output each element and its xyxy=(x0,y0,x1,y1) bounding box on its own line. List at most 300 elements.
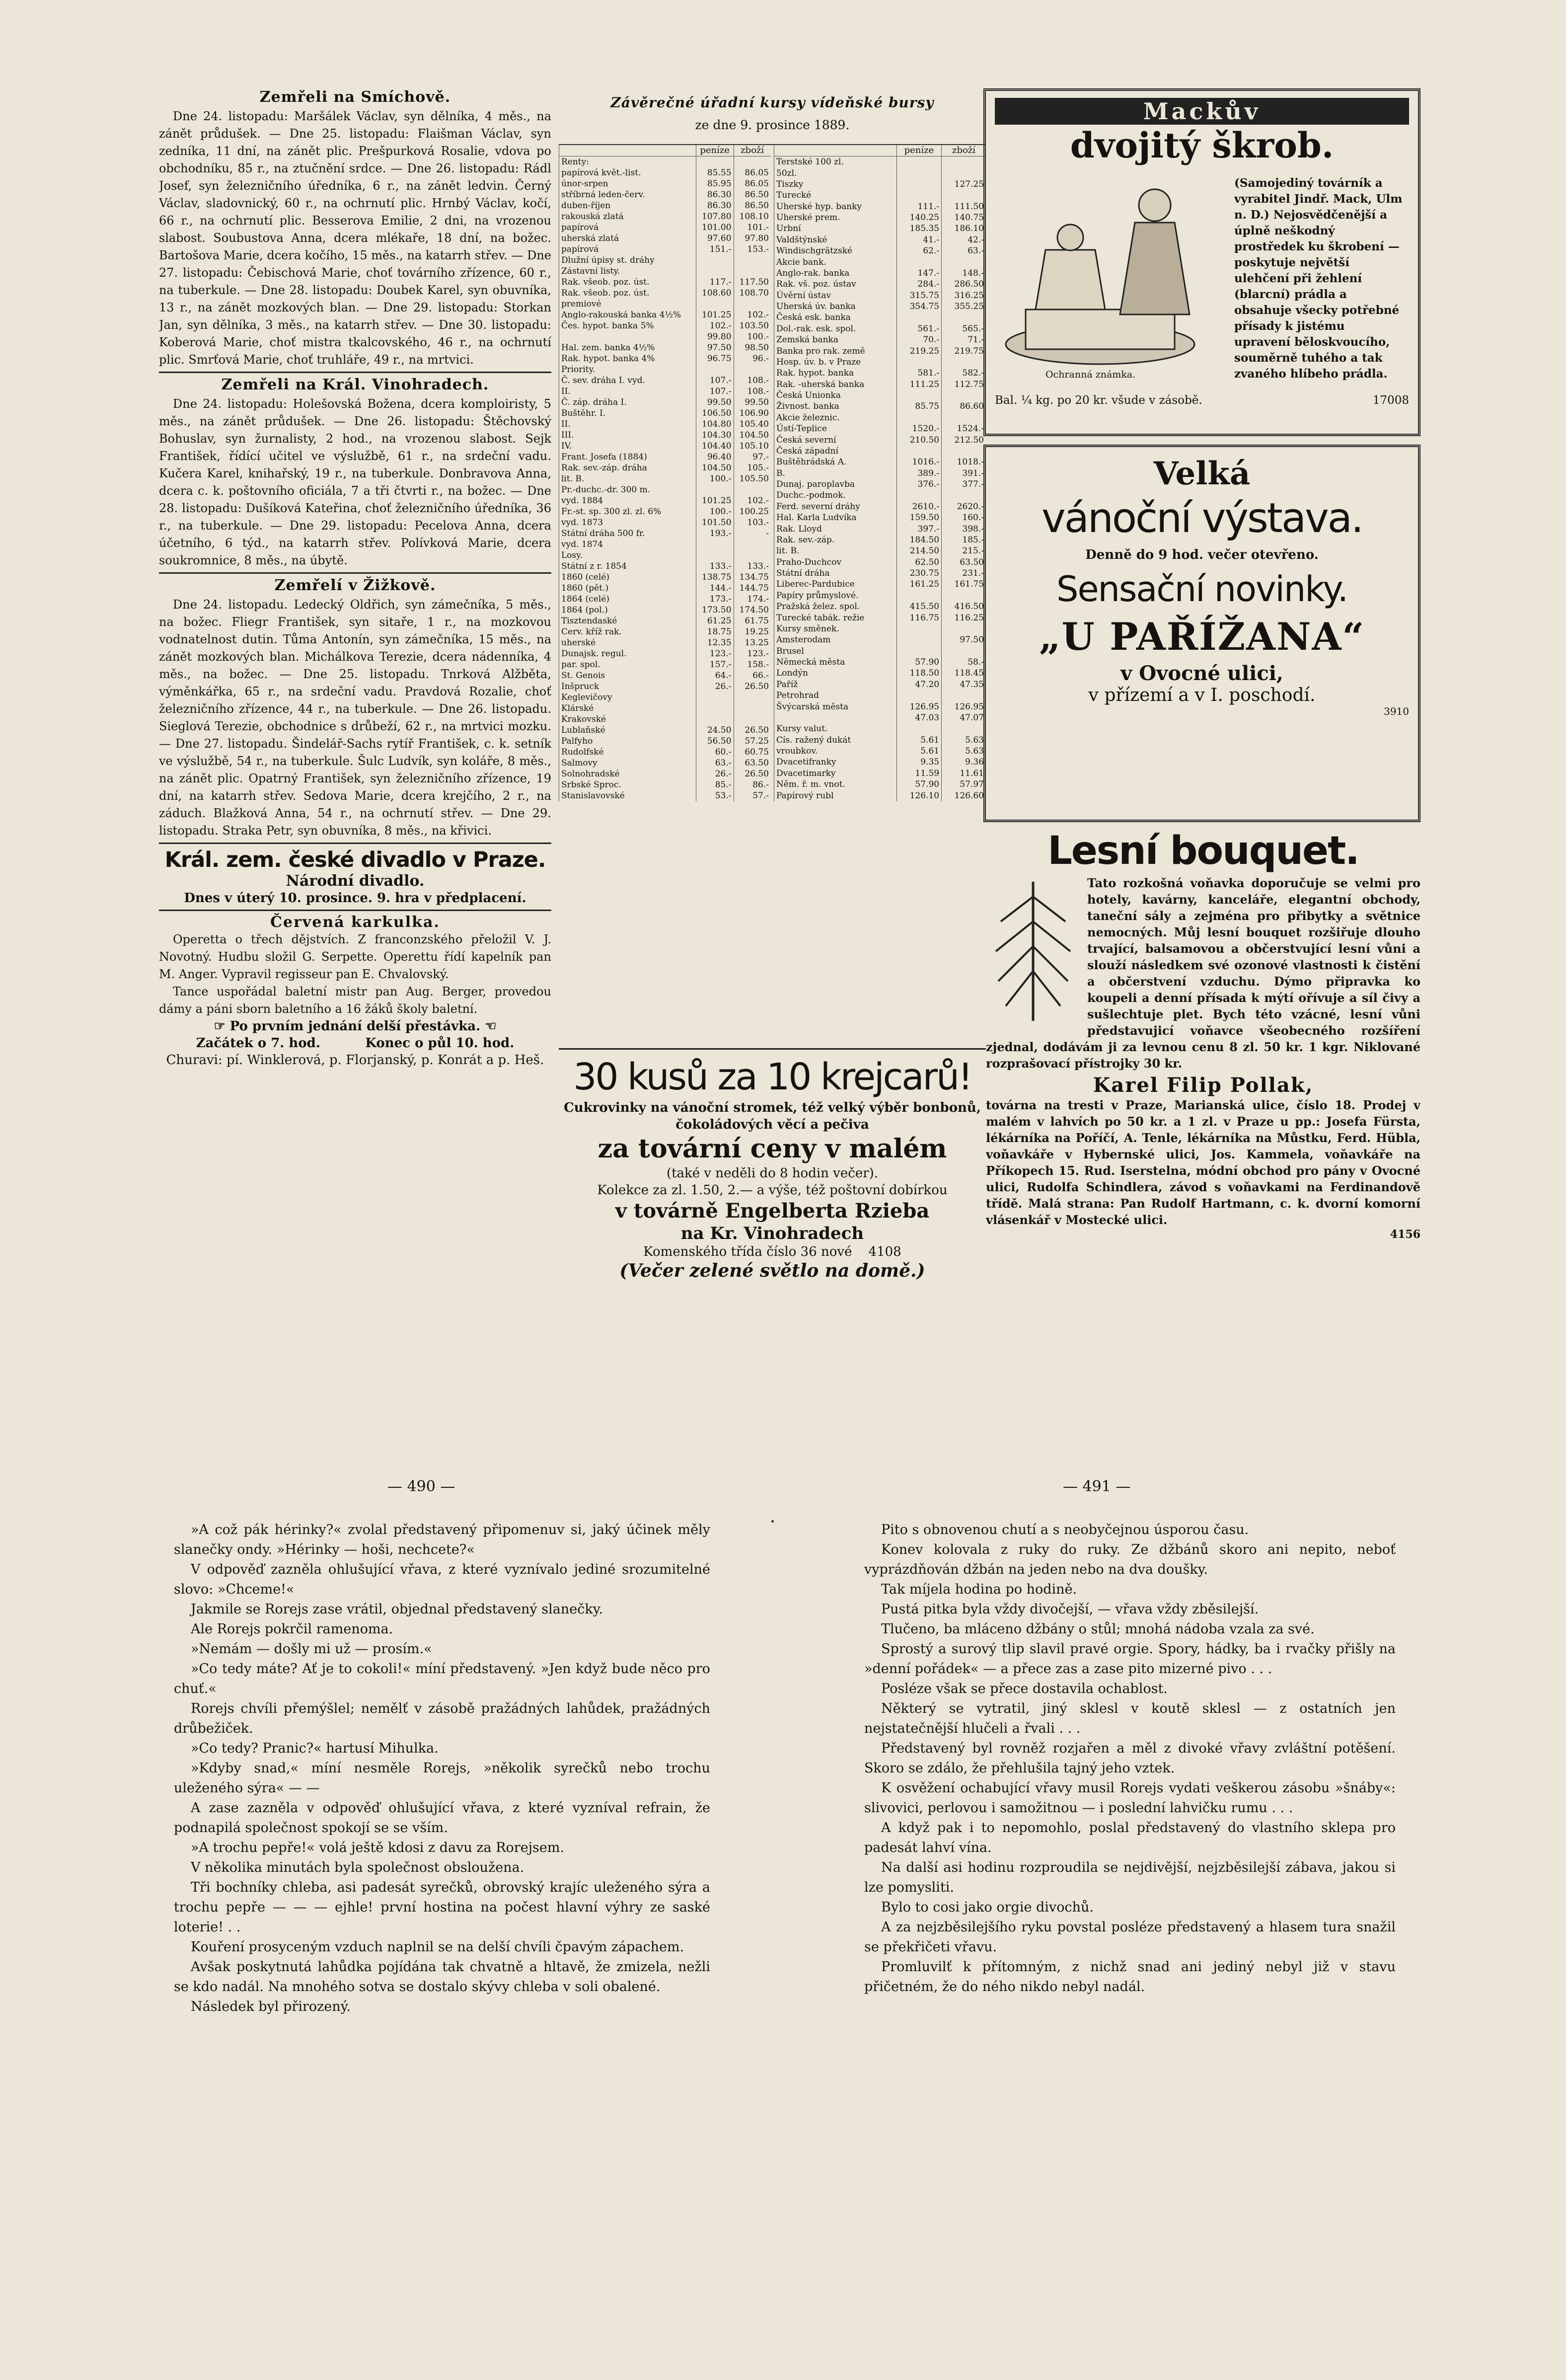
money-price: 354.75 xyxy=(896,301,941,312)
money-price: 100.- xyxy=(696,506,734,517)
goods-price: 123.- xyxy=(734,648,771,659)
table-row xyxy=(559,320,771,331)
money-price: 96.40 xyxy=(696,452,734,462)
table-row xyxy=(559,167,771,178)
goods-price: 103.- xyxy=(734,517,771,528)
parizan-number: 3910 xyxy=(1384,705,1409,717)
pollak-text: továrna na tresti v Praze, Marianská ulice, číslo 18. Prodej v malém v lahvích po 50 kr. a 1 zl. v Praze u pp.: Josefa Fürsta, lékárníka na Poříčí, A. Tenle, lékárníka na Můstku, Ferd. Hübla, voňavkáře v Hybernské ulici, Jos. Kammela, voňavkáře na Příkopech 15. Rud. Iserstelna, módní obchod pro pány v Ovocné ulici, Rudolfa Schindlera, závod s voňavkami na Ferdinandově třídě. Malá strana: Pan Rudolf Hartmann, c. k. dvorní komorní vlásenkář v Mostecké ulici. xyxy=(986,1098,1420,1227)
table-row xyxy=(559,681,771,692)
bouquet-title: Lesní bouquet. xyxy=(1047,829,1359,873)
security-name: Ferd. severní dráhy xyxy=(774,501,897,512)
money-price: 104.30 xyxy=(696,430,734,441)
goods-price: 377.- xyxy=(942,479,986,490)
table-row xyxy=(559,747,771,758)
security-name: Anglo-rakouská banka 4½% xyxy=(559,309,696,320)
security-name: Srbské Sproc. xyxy=(559,779,696,790)
security-name: Akcie bank. xyxy=(774,256,897,267)
money-price xyxy=(696,714,734,725)
goods-price: 100.- xyxy=(734,331,771,342)
money-price: 140.25 xyxy=(896,212,941,223)
money-price: 214.50 xyxy=(896,545,941,556)
goods-price: 117.50 xyxy=(734,277,771,288)
security-name: III. xyxy=(559,430,696,441)
money-price: 47.03 xyxy=(896,712,941,723)
goods-price xyxy=(734,550,771,561)
goods-price xyxy=(942,490,986,501)
security-name: Rak. hypot. banka xyxy=(774,368,897,379)
security-name: Amsterodam xyxy=(774,634,897,645)
money-price xyxy=(896,623,941,634)
table-row xyxy=(774,757,986,768)
security-name: Kursy valut. xyxy=(774,723,897,734)
story-paragraph: »A což pák hérinky?« zvolal představený připomenuv si, jaký účinek měly slanečky ondy. »Hérinky — hoši, nechcete?« xyxy=(174,1522,710,1557)
table-row xyxy=(559,342,771,353)
goods-price: 116.25 xyxy=(942,612,986,623)
money-price: 64.- xyxy=(696,670,734,681)
table-row xyxy=(774,357,986,368)
table-row xyxy=(559,768,771,779)
ad-forest-bouquet xyxy=(986,827,1420,1294)
ad-confectionery xyxy=(559,1048,986,1281)
money-price: 56.50 xyxy=(696,736,734,747)
vystava: vánoční výstava. xyxy=(1042,495,1362,542)
security-name: Česká severní xyxy=(774,434,897,445)
goods-price xyxy=(942,357,986,368)
money-price xyxy=(696,364,734,375)
security-name: Rak. sev.-záp. dráha xyxy=(559,462,696,473)
table-row xyxy=(774,646,986,657)
divider xyxy=(159,572,551,574)
security-name: Česká Unionka xyxy=(774,390,897,401)
security-name: Dvacetifranky xyxy=(774,757,897,768)
goods-price: 101.- xyxy=(734,222,771,233)
money-price: 2610.- xyxy=(896,501,941,512)
table-row xyxy=(559,397,771,408)
bourse-table-right xyxy=(774,145,986,801)
goods-price xyxy=(942,190,986,201)
security-name: Inšpruck xyxy=(559,681,696,692)
table-row xyxy=(774,379,986,390)
security-name: B. xyxy=(774,468,897,479)
table-row xyxy=(774,545,986,556)
security-name: Buštěhrádská A. xyxy=(774,457,897,467)
story-paragraph: »Kdyby snad,« míní nesměle Rorejs, »několik syrečků nebo trochu uleženého sýra« — — xyxy=(174,1761,710,1796)
goods-price: 102.- xyxy=(734,309,771,320)
security-name: uherské xyxy=(559,637,696,648)
goods-price xyxy=(942,623,986,634)
table-row xyxy=(559,200,771,211)
table-row xyxy=(559,517,771,528)
goods-price: 97.80 xyxy=(734,233,771,244)
money-price xyxy=(896,646,941,657)
security-name: 1860 (pět.) xyxy=(559,583,696,594)
story-paragraph: Avšak poskytnutá lahůdka pojídána tak chvatně a hltavě, že zmizela, nežli se kdo nadál. Na mnohého sotva se dostalo skývy chleba v soli obalené. xyxy=(174,1959,710,1995)
table-row xyxy=(774,634,986,645)
goods-price xyxy=(734,364,771,375)
goods-price: 108.- xyxy=(734,375,771,386)
goods-price: 57.- xyxy=(734,790,771,801)
goods-price xyxy=(734,703,771,714)
goods-price: 102.- xyxy=(734,495,771,506)
money-price xyxy=(696,255,734,266)
table-row xyxy=(774,446,986,457)
vinohrady-text: Dne 24. listopadu: Holešovská Božena, dcera komploiristy, 5 měs., na zánět průdušek. — Dne 26. listopadu: Štěchovský Bohuslav, syn žurnalisty, 2 hod., na vrozenou slabost. Sejk František, řídící učitel ve výslužbě, 61 r., na srdeční vadu. Kučera Karel, knihařský, 19 r., na tuberkule. Donbravova Anna, dcera c. k. poštovního oficiála, 7 a tři čtvrti r., na božec. — Dne 28. listopadu: Dušíková Kateřina, choť železničního úředníka, 36 r., na tuberkule. — Dne 29. listopadu: Pecelova Anna, dcera účetního, 6 týd., na katarrh střev. Polívková Marie, dcera soukromnice, 8 měs., na úbytě. xyxy=(159,397,551,567)
table-row xyxy=(559,386,771,397)
table-row xyxy=(774,679,986,690)
table-header-money: peníze xyxy=(896,145,941,156)
money-price: 18.75 xyxy=(696,626,734,637)
goods-price: 11.61 xyxy=(942,768,986,779)
security-name: Papírový rubl xyxy=(774,790,897,801)
table-row xyxy=(774,201,986,212)
table-row xyxy=(559,528,771,539)
money-price xyxy=(696,550,734,561)
goods-price: 97.50 xyxy=(942,634,986,645)
security-name: vyd. 1874 xyxy=(559,539,696,550)
security-name: Anglo-rak. banka xyxy=(774,268,897,279)
money-price: 376.- xyxy=(896,479,941,490)
money-price: 101.00 xyxy=(696,222,734,233)
goods-price xyxy=(734,299,771,309)
money-price: 193.- xyxy=(696,528,734,539)
security-name: Ústí-Teplice xyxy=(774,423,897,434)
table-row xyxy=(774,279,986,290)
goods-price: 105.40 xyxy=(734,419,771,430)
security-name: papírová xyxy=(559,244,696,255)
security-name: Klárské xyxy=(559,703,696,714)
table-row xyxy=(774,768,986,779)
goods-price: 86.60 xyxy=(942,401,986,412)
table-row xyxy=(559,495,771,506)
table-row xyxy=(559,462,771,473)
ad30-street-text: Komenského třída číslo 36 nové xyxy=(643,1244,852,1259)
security-name: Buštěhr. I. xyxy=(559,408,696,419)
ovocna-ulice: v Ovocné ulici, xyxy=(1120,662,1283,685)
money-price xyxy=(896,634,941,645)
money-price: 85.75 xyxy=(896,401,941,412)
money-price: 133.- xyxy=(696,561,734,572)
money-price xyxy=(896,446,941,457)
table-row xyxy=(774,557,986,568)
security-name: Rudolfské xyxy=(559,747,696,758)
goods-price: 174.50 xyxy=(734,605,771,615)
open-hours: Denně do 9 hod. večer otevřeno. xyxy=(1085,547,1319,562)
table-row xyxy=(559,670,771,681)
table-row xyxy=(559,266,771,277)
table-row xyxy=(559,736,771,747)
table-header-goods: zboží xyxy=(734,145,771,156)
goods-price: 215.- xyxy=(942,545,986,556)
mack-title: dvojitý škrob. xyxy=(1070,125,1334,166)
security-name: 1864 (celé) xyxy=(559,594,696,605)
security-name: Kursy směnek. xyxy=(774,623,897,634)
bourse-date: ze dne 9. prosince 1889. xyxy=(695,118,850,132)
security-name: Paříž xyxy=(774,679,897,690)
story-paragraph: Posléze však se přece dostavila ochablost. xyxy=(881,1681,1168,1696)
money-price: 86.30 xyxy=(696,200,734,211)
theatre-description: Operetta o třech dějstvích. Z franconzského přeložil V. J. Novotný. Hudbu složil G. Serpette. Operettu řídí kapelník pan M. Anger. Vypravil regisseur pan E. Chvalovský. xyxy=(159,932,551,981)
table-row xyxy=(774,568,986,579)
security-name: Rak. Lloyd xyxy=(774,523,897,534)
goods-price: 144.75 xyxy=(734,583,771,594)
money-price: 9.35 xyxy=(896,757,941,768)
table-row xyxy=(559,189,771,200)
goods-price: 47.35 xyxy=(942,679,986,690)
goods-price: 212.50 xyxy=(942,434,986,445)
money-price: 99.50 xyxy=(696,397,734,408)
money-price: 61.25 xyxy=(696,615,734,626)
money-price: 581.- xyxy=(896,368,941,379)
table-row xyxy=(559,288,771,299)
security-name: 1860 (celé) xyxy=(559,572,696,583)
table-row xyxy=(559,692,771,703)
security-name: Česká západní xyxy=(774,446,897,457)
story-paragraph: A za nejzběsilejšího ryku povstal posléze představený a hlasem tura snažil se překřičeti vřavu. xyxy=(864,1919,1396,1955)
money-price: 123.- xyxy=(696,648,734,659)
goods-price: 161.75 xyxy=(942,579,986,590)
center-dot xyxy=(771,1520,774,1523)
goods-price: 174.- xyxy=(734,594,771,605)
money-price: 107.- xyxy=(696,386,734,397)
page-number-left: — 490 — xyxy=(387,1478,455,1495)
goods-price: 108.10 xyxy=(734,211,771,222)
money-price: 12.35 xyxy=(696,637,734,648)
table-row xyxy=(559,222,771,233)
novinky: Sensační novinky. xyxy=(1056,569,1347,610)
security-name: Frant. Josefa (1884) xyxy=(559,452,696,462)
goods-price: 105.10 xyxy=(734,441,771,452)
table-row xyxy=(774,612,986,623)
goods-price: 134.75 xyxy=(734,572,771,583)
security-name xyxy=(774,712,897,723)
security-name: Čes. hypot. banka 5% xyxy=(559,320,696,331)
table-row xyxy=(774,256,986,267)
table-row xyxy=(559,572,771,583)
security-name: Tiszky xyxy=(774,179,897,190)
goods-price xyxy=(734,156,771,168)
mack-side-text: (Samojediný továrník a vyrabitel Jindř. Mack, Ulm n. D.) Nejosvědčenější a úplně neškodný prostředek ku škrobení — poskytuje největší ulehčení při žehlení (blarcní) prádla a obsahuje všecky potřebné přísady k jistému upravení běloskvoucího, souměrně tuhého a tak zvaného hlíbeho prádla. xyxy=(1234,176,1403,381)
goods-price xyxy=(942,412,986,423)
goods-price: 416.50 xyxy=(942,601,986,612)
goods-price: 86.05 xyxy=(734,167,771,178)
table-row xyxy=(559,452,771,462)
security-name: vroubkov. xyxy=(774,746,897,757)
goods-price xyxy=(942,690,986,701)
table-row xyxy=(774,368,986,379)
goods-price: 158.- xyxy=(734,659,771,670)
security-name: par. spol. xyxy=(559,659,696,670)
security-name: Krakovské xyxy=(559,714,696,725)
goods-price: 105.- xyxy=(734,462,771,473)
security-name: Rak. hypot. banka 4% xyxy=(559,353,696,364)
ad30-footer: (Večer zelené světlo na domě.) xyxy=(619,1260,925,1281)
money-price: 86.30 xyxy=(696,189,734,200)
story-paragraph: Rorejs chvíli přemýšlel; nemělť v zásobě pražádných lahůdek, pražádných drůbežiček. xyxy=(174,1701,710,1736)
goods-price: 26.50 xyxy=(734,768,771,779)
goods-price: 126.60 xyxy=(942,790,986,801)
money-price: 104.40 xyxy=(696,441,734,452)
security-name: Lublaňské xyxy=(559,725,696,736)
zizkov-text: Dne 24. listopadu. Ledecký Oldřich, syn zámečníka, 5 měs., na božec. Fliegr František, syn sitaře, 1 r., na mozkovou vodnatelnost dutin. Tůma Antonín, syn zámečníka, 15 měs., na zánět mozkových blan. Michálkova Terezie, dcera nádenníka, 4 měs., na božec. — Dne 25. listopadu. Tnrková Alžběta, výměnkářka, 65 r., na srdeční vadu. Pravdová Rozalie, choť železničního zřízence, 44 r., na tuberkule. — Dne 26. listopadu. Sieglová Terezie, obchodnice s drůbeží, 62 r., na mrtvici mozku. — Dne 27. listopadu. Šindelář-Sachs rytíř František, c. k. setník ve výslužbě, 54 r., na tuberkule. Šulc Ludvík, syn koláře, 8 měs., na zánět plic. Opatrný František, syn železničního zřízence, 19 dní, na katarrh střev. Sedova Marie, dcera krejčího, 2 r., na záduch. Blažková Anna, 54 r., na ochrnutí střev. — Dne 29. listopadu. Straka Petr, syn obuvníka, 8 měs., na křivici. xyxy=(159,598,551,838)
table-header-blank xyxy=(559,145,696,156)
goods-price: 5.63 xyxy=(942,746,986,757)
story-paragraph: Následek byl přirozený. xyxy=(191,1999,351,2014)
money-price: 161.25 xyxy=(896,579,941,590)
table-row xyxy=(774,312,986,323)
money-price xyxy=(896,179,941,190)
ad30-factory: v továrně Engelberta Rzieba xyxy=(615,1199,930,1223)
goods-price xyxy=(734,255,771,266)
money-price: 70.- xyxy=(896,334,941,345)
table-row xyxy=(774,290,986,301)
security-name: Rak. všeob. poz. úst. xyxy=(559,288,696,299)
table-row xyxy=(559,583,771,594)
money-price: 144.- xyxy=(696,583,734,594)
story-paragraph: »Co tedy? Pranic?« hartusí Mihulka. xyxy=(191,1741,439,1756)
security-name: Rak. vš. poz. ústav xyxy=(774,279,897,290)
table-row xyxy=(774,401,986,412)
goods-price xyxy=(942,590,986,601)
goods-price: 103.50 xyxy=(734,320,771,331)
money-price: 219.25 xyxy=(896,345,941,356)
table-row xyxy=(559,277,771,288)
money-price xyxy=(696,299,734,309)
goods-price xyxy=(734,692,771,703)
table-row xyxy=(559,539,771,550)
bourse-table-left xyxy=(559,145,771,801)
security-name: Dlužní úpisy st. dráhy xyxy=(559,255,696,266)
goods-price: 108.70 xyxy=(734,288,771,299)
goods-price xyxy=(942,156,986,168)
table-row xyxy=(774,479,986,490)
goods-price: 99.50 xyxy=(734,397,771,408)
story-paragraph: Tlučeno, ba mláceno džbány o stůl; mnohá nádoba vzala za své. xyxy=(881,1621,1315,1637)
goods-price: 1524.- xyxy=(942,423,986,434)
theatre-date: Dnes v úterý 10. prosince. 9. hra v předplacení. xyxy=(184,891,526,906)
table-row xyxy=(559,255,771,266)
table-row xyxy=(559,659,771,670)
security-name: Č. záp. dráha I. xyxy=(559,397,696,408)
table-row xyxy=(774,723,986,734)
money-price: 97.50 xyxy=(696,342,734,353)
money-price: 85.- xyxy=(696,779,734,790)
table-row xyxy=(774,701,986,712)
security-name: Hosp. úv. b. v Praze xyxy=(774,357,897,368)
money-price: 173.- xyxy=(696,594,734,605)
security-name: Něm. ř. m. vnot. xyxy=(774,779,897,790)
security-name: IV. xyxy=(559,441,696,452)
table-row xyxy=(774,601,986,612)
security-name: Windischgrätzské xyxy=(774,245,897,256)
laundry-woman-icon xyxy=(996,175,1229,369)
money-price xyxy=(896,390,941,401)
table-row xyxy=(559,626,771,637)
table-row xyxy=(774,179,986,190)
table-row xyxy=(559,473,771,484)
goods-price: 316.25 xyxy=(942,290,986,301)
security-name: Hal. Karla Ludvíka xyxy=(774,512,897,523)
column-bourse xyxy=(559,94,986,1297)
table-row xyxy=(774,334,986,345)
table-row xyxy=(774,234,986,245)
money-price: 85.95 xyxy=(696,178,734,189)
security-name: Č. sev. dráha I. vyd. xyxy=(559,375,696,386)
money-price: 100.- xyxy=(696,473,734,484)
theatre-subtitle: Národní divadlo. xyxy=(286,872,425,890)
table-row xyxy=(559,703,771,714)
mack-price-text: Bal. ¼ kg. po 20 kr. všude v zásobě. xyxy=(995,394,1202,407)
table-row xyxy=(774,434,986,445)
table-row xyxy=(559,648,771,659)
table-row xyxy=(774,535,986,545)
security-name: Česká esk. banka xyxy=(774,312,897,323)
money-price: 63.- xyxy=(696,758,734,768)
velka: Velká xyxy=(1153,455,1251,492)
money-price: 104.50 xyxy=(696,462,734,473)
security-name: Rak. sev.-záp. xyxy=(774,535,897,545)
money-price: 101.50 xyxy=(696,517,734,528)
security-name: únor-srpen xyxy=(559,178,696,189)
security-name: papírová květ.-list. xyxy=(559,167,696,178)
table-row xyxy=(559,244,771,255)
ad30-mail: Kolekce za zl. 1.50, 2.— a výše, též poštovní dobírkou xyxy=(597,1183,948,1198)
money-price: 185.35 xyxy=(896,223,941,234)
security-name: Státní dráha 500 fr. xyxy=(559,528,696,539)
story-paragraph: »Co tedy máte? Ať je to cokoli!« míní představený. »Jen když bude něco pro chuť.« xyxy=(174,1661,710,1696)
ad30-street xyxy=(559,1243,986,1260)
money-price: 101.25 xyxy=(696,495,734,506)
goods-price: 57.97 xyxy=(942,779,986,790)
story-paragraph: A zase zazněla v odpověď ohlušující vřava, z které vyzníval refrain, že podnapilá společnost spokojí se se vším. xyxy=(174,1800,710,1836)
money-price: 41.- xyxy=(896,234,941,245)
money-price xyxy=(896,167,941,178)
security-name: Stanislavovské xyxy=(559,790,696,801)
table-row xyxy=(774,523,986,534)
story-paragraph: Jakmile se Rorejs zase vrátil, objednal představený slanečky. xyxy=(191,1602,603,1617)
goods-price xyxy=(734,484,771,495)
table-row xyxy=(774,301,986,312)
money-price: 173.50 xyxy=(696,605,734,615)
money-price: 315.75 xyxy=(896,290,941,301)
table-row xyxy=(774,746,986,757)
security-name: lit. B. xyxy=(559,473,696,484)
goods-price: 9.36 xyxy=(942,757,986,768)
page-number-right: — 491 — xyxy=(1063,1478,1131,1495)
table-row xyxy=(559,758,771,768)
table-row xyxy=(559,233,771,244)
money-price: 111.- xyxy=(896,201,941,212)
bourse-tables xyxy=(559,144,986,801)
money-price: 106.50 xyxy=(696,408,734,419)
vinohrady-heading: Zemřeli na Král. Vinohradech. xyxy=(221,376,489,393)
security-name: Praho-Duchcov xyxy=(774,557,897,568)
money-price: 85.55 xyxy=(696,167,734,178)
security-name: Keglevičovy xyxy=(559,692,696,703)
money-price xyxy=(696,484,734,495)
money-price: 415.50 xyxy=(896,601,941,612)
table-row xyxy=(559,211,771,222)
table-row xyxy=(559,430,771,441)
table-row xyxy=(559,353,771,364)
divider xyxy=(159,910,551,911)
goods-price: 185.- xyxy=(942,535,986,545)
goods-price xyxy=(734,266,771,277)
money-price: 126.95 xyxy=(896,701,941,712)
ad30-number: 4108 xyxy=(868,1244,901,1259)
security-name: Losy. xyxy=(559,550,696,561)
story-paragraph: Ale Rorejs pokrčil ramenoma. xyxy=(191,1621,393,1637)
table-row xyxy=(774,457,986,467)
